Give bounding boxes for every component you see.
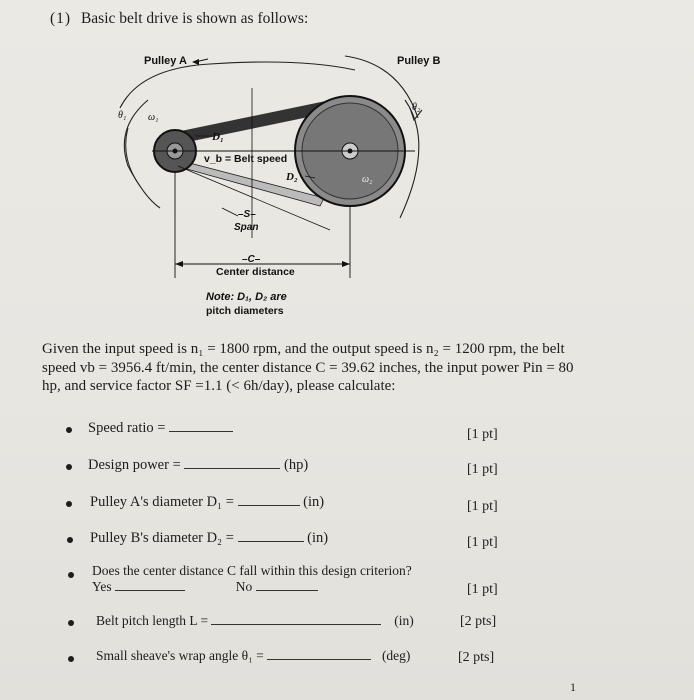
no-label: No [235, 579, 253, 594]
points-label: [2 pts] [458, 650, 495, 665]
no-blank[interactable] [256, 589, 318, 591]
unit-label: (deg) [381, 648, 411, 663]
d1-label: D₁ [212, 131, 224, 143]
omega2-label: ω₂ [362, 174, 373, 185]
yes-no-options [92, 579, 318, 595]
question-wrap-angle [96, 648, 410, 664]
points-label: [1 pt] [467, 427, 498, 442]
answer-blank[interactable] [238, 504, 300, 506]
d2-label: D₂ [286, 171, 298, 183]
unit-label: (hp) [284, 457, 309, 473]
answer-blank[interactable] [238, 540, 304, 542]
theta1-label: θ₁ [118, 110, 127, 121]
question-pulley-b-diameter [90, 530, 328, 547]
bullet-icon [66, 501, 72, 507]
belt-speed-label: v_b = Belt speed [204, 153, 288, 165]
yes-blank[interactable] [115, 589, 185, 591]
question-belt-length [96, 613, 414, 629]
omega1-label: ω₁ [148, 112, 159, 123]
pulley-b-label: Pulley B [397, 55, 441, 67]
given-line-2: speed vb = 3956.4 ft/min, the center distance C = 39.62 inches, the input power Pin = 80 [42, 359, 574, 376]
given-line-1: Given the input speed is n₁ = 1800 rpm, and the output speed is n₂ = 1200 rpm, the belt [42, 341, 565, 357]
unit-label: (in) [303, 494, 325, 510]
problem-heading [50, 10, 308, 28]
bullet-icon [66, 464, 72, 470]
question-label: Pulley B's diameter D₂ = [90, 530, 234, 546]
question-label: Pulley A's diameter D₁ = [90, 494, 234, 510]
span-label: Span [234, 222, 259, 233]
answer-blank[interactable] [169, 430, 233, 432]
question-label: Belt pitch length L = [96, 613, 209, 628]
points-label: [2 pts] [460, 614, 497, 629]
note-line1: Note: D₁, D₂ are [206, 291, 287, 303]
question-label: Design power = [88, 457, 181, 473]
question-pulley-a-diameter [90, 494, 324, 511]
question-center-distance: Does the center distance C fall within this design criterion? [92, 563, 412, 578]
problem-heading-text: Basic belt drive is shown as follows: [80, 10, 309, 27]
question-label: Speed ratio = [88, 420, 166, 436]
pulley-a-label: Pulley A [144, 55, 187, 67]
center-c-label: –C– [242, 254, 261, 265]
given-paragraph [42, 340, 632, 396]
bullet-icon [67, 537, 73, 543]
bullet-icon [68, 572, 74, 578]
note-line2: pitch diameters [206, 305, 284, 317]
unit-label: (in) [307, 530, 329, 546]
bullet-icon [66, 427, 72, 433]
points-label: [1 pt] [467, 462, 498, 477]
page-number: 1 [570, 680, 576, 694]
answer-blank[interactable] [267, 658, 371, 660]
bullet-icon [68, 656, 74, 662]
unit-label: (in) [394, 613, 414, 628]
yes-label: Yes [92, 579, 112, 594]
points-label: [1 pt] [467, 499, 498, 514]
center-distance-label: Center distance [216, 266, 295, 278]
question-label: Small sheave's wrap angle θ₁ = [96, 648, 264, 663]
belt-drive-diagram [100, 48, 500, 328]
points-label: [1 pt] [467, 535, 498, 550]
points-label: [1 pt] [467, 582, 498, 597]
given-line-3: hp, and service factor SF =1.1 (< 6h/day), please calculate: [42, 378, 396, 394]
theta2-label: θ₂ [412, 102, 421, 113]
answer-blank[interactable] [211, 623, 381, 625]
question-speed-ratio [88, 420, 233, 437]
problem-number: (1) [50, 10, 72, 27]
question-design-power [88, 457, 308, 474]
answer-blank[interactable] [184, 467, 280, 469]
span-s-label: –S– [238, 209, 256, 220]
bullet-icon [68, 620, 74, 626]
